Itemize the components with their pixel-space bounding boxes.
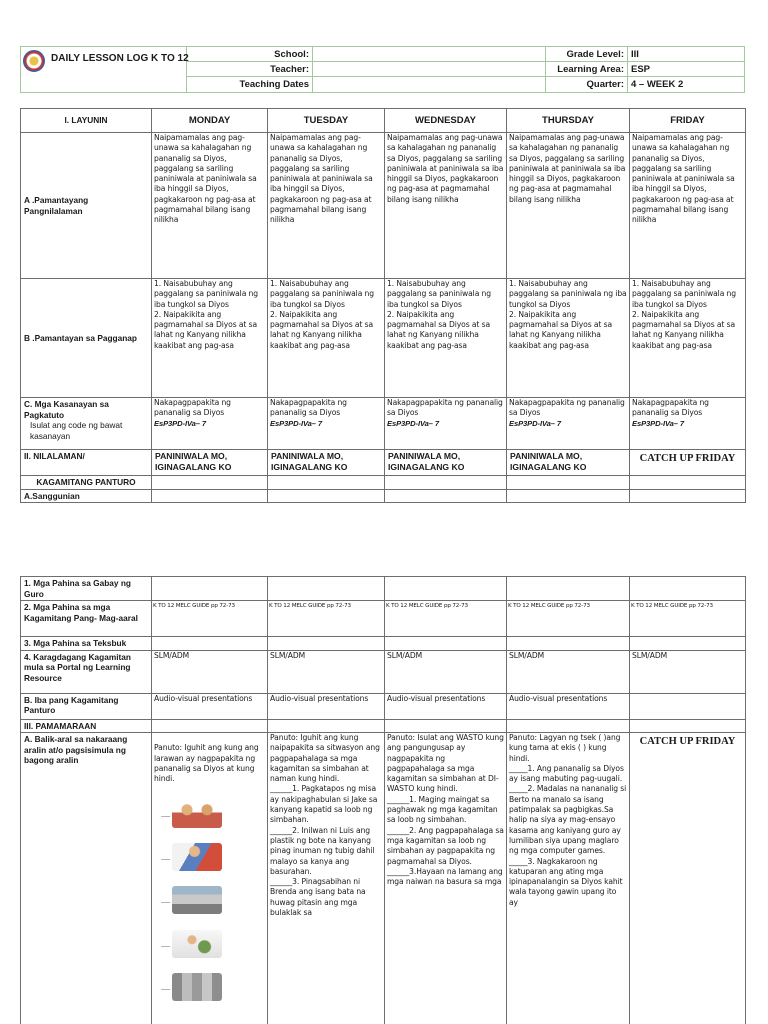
grade-label: Grade Level: bbox=[546, 47, 628, 62]
empty-cell bbox=[268, 489, 385, 503]
school-value bbox=[313, 47, 546, 62]
pamantayang-label: A .Pamantayang Pangnilalaman bbox=[21, 133, 152, 279]
dates-label: Teaching Dates bbox=[187, 77, 313, 92]
pamantayang-wednesday: Naipamamalas ang pag-unawa sa kahalagahan ng pananalig sa Diyos, paggalang sa sariling paniniwala at paniniwala sa iba hinggil sa Diyos, pagkakaroon ng pag-asa at pagmamahal bilang isang nilikha bbox=[385, 133, 507, 279]
kasanayan-code: EsP3PD-IVa– 7 bbox=[154, 418, 207, 428]
answer-blank: ___ bbox=[161, 896, 170, 904]
empty-cell bbox=[268, 577, 385, 601]
slm-wednesday: SLM/ADM bbox=[385, 650, 507, 693]
iba-pang-kagamitan-row bbox=[21, 693, 746, 719]
empty-cell bbox=[385, 577, 507, 601]
pagganap-thursday: 1. Naisabubuhay ang paggalang sa paniniwala ng iba tungkol sa Diyos 2. Naipakikita ang pagmamahal sa Diyos at sa lahat ng Kanyang nilikha kaakibat ang pag-asa bbox=[507, 279, 630, 398]
monday-instructions: Panuto: Iguhit ang kung ang larawan ay nagpapakita ng pananalig sa Diyos at kung hindi. bbox=[154, 743, 259, 784]
sanggunian-label: A.Sanggunian bbox=[21, 489, 152, 503]
layunin-label: I. LAYUNIN bbox=[21, 109, 152, 133]
slm-tuesday: SLM/ADM bbox=[268, 650, 385, 693]
av-wednesday: Audio-visual presentations bbox=[385, 693, 507, 719]
empty-cell bbox=[152, 637, 268, 651]
portal-row bbox=[21, 650, 746, 693]
kagamitan-label: KAGAMITANG PANTURO bbox=[21, 476, 152, 490]
answer-blank: ___ bbox=[161, 939, 170, 947]
day-thursday: THURSDAY bbox=[507, 109, 630, 133]
pamantayang-tuesday: Naipamamalas ang pag-unawa sa kahalagahan ng pananalig sa Diyos, paggalang sa sariling paniniwala at paniniwala sa iba hinggil sa Diyos, pagkakaroon ng pag-asa at pagmamahal bilang isang nilikha bbox=[268, 133, 385, 279]
pagganap-tuesday: 1. Naisabubuhay ang paggalang sa paniniwala ng iba tungkol sa Diyos 2. Naipakikita ang pagmamahal sa Diyos at sa lahat ng Kanyang nilikha kaakibat ang pag-asa bbox=[268, 279, 385, 398]
catch-up-friday-2: CATCH UP FRIDAY bbox=[630, 733, 746, 1024]
picture-item bbox=[154, 885, 265, 915]
empty-cell bbox=[630, 719, 746, 733]
nilalaman-thursday: PANINIWALA MO, IGINAGALANG KO bbox=[507, 450, 630, 476]
church-interior-image bbox=[172, 886, 222, 914]
empty-cell bbox=[268, 476, 385, 490]
melc-friday: K TO 12 MELC GUIDE pp 72-73 bbox=[630, 601, 746, 637]
av-thursday: Audio-visual presentations bbox=[507, 693, 630, 719]
pamantayang-row bbox=[21, 133, 746, 279]
melc-tuesday: K TO 12 MELC GUIDE pp 72-73 bbox=[268, 601, 385, 637]
empty-cell bbox=[152, 577, 268, 601]
picture-item bbox=[154, 929, 265, 959]
children-praying-image bbox=[172, 800, 222, 828]
empty-cell bbox=[152, 489, 268, 503]
resources-table bbox=[20, 576, 746, 1024]
header-info-grid bbox=[187, 47, 744, 92]
kasanayan-code: EsP3PD-IVa– 7 bbox=[509, 418, 562, 428]
iba-label: B. Iba pang Kagamitang Panturo bbox=[21, 693, 152, 719]
kasanayan-text: Nakapagpapakita ng pananalig sa Diyos bbox=[387, 398, 503, 418]
melc-monday: K TO 12 MELC GUIDE pp 72-73 bbox=[152, 601, 268, 637]
slm-friday: SLM/ADM bbox=[630, 650, 746, 693]
pagganap-friday: 1. Naisabubuhay ang paggalang sa paniniwala ng iba tungkol sa Diyos 2. Naipakikita ang pagmamahal sa Diyos at sa lahat ng Kanyang nilikha kaakibat ang pag-asa bbox=[630, 279, 746, 398]
day-friday: FRIDAY bbox=[630, 109, 746, 133]
teksbuk-label: 3. Mga Pahina sa Teksbuk bbox=[21, 637, 152, 651]
slm-thursday: SLM/ADM bbox=[507, 650, 630, 693]
kasanayan-code: EsP3PD-IVa– 7 bbox=[270, 418, 323, 428]
empty-cell bbox=[268, 719, 385, 733]
header-logo-cell bbox=[21, 47, 187, 92]
picture-item bbox=[154, 842, 265, 872]
pamantayang-thursday: Naipamamalas ang pag-unawa sa kahalagahan ng pananalig sa Diyos, paggalang sa sariling paniniwala at paniniwala sa iba hinggil sa Diyos, pagkakaroon ng pag-asa at pagmamahal bilang isang nilikha bbox=[507, 133, 630, 279]
quarter-label: Quarter: bbox=[546, 77, 628, 92]
empty-cell bbox=[385, 719, 507, 733]
empty-cell bbox=[630, 577, 746, 601]
empty-cell bbox=[268, 637, 385, 651]
pamantayang-friday: Naipamamalas ang pag-unawa sa kahalagahan ng pananalig sa Diyos, paggalang sa sariling paniniwala at paniniwala sa iba hinggil sa Diyos, pagkakaroon ng pag-asa at pagmamahal bilang isang nilikha bbox=[630, 133, 746, 279]
pagganap-row bbox=[21, 279, 746, 398]
empty-cell bbox=[630, 637, 746, 651]
balik-aral-tuesday: Panuto: Iguhit ang kung naipapakita sa sitwasyon ang pagpapahalaga sa mga kagamitan sa simbahan at naman kung hindi. ______1. Pagkatapos ng misa ay nakipaghabulan si Jake sa kanyang kapatid sa loob ng simbahan. ______2. Inilwan ni Luis ang plastik ng bote na kanyang pinag inuman ng tubig dahil malayo sa kanya ang basurahan. ______3. Pinagsabihan ni Brenda ang isang bata na huwag pitasin ang mga bulaklak sa bbox=[268, 733, 385, 1024]
pamamaraan-label: III. PAMAMARAAN bbox=[21, 719, 152, 733]
empty-cell bbox=[507, 637, 630, 651]
gabay-label: 1. Mga Pahina sa Gabay ng Guro bbox=[21, 577, 152, 601]
kasanayan-text: Nakapagpapakita ng pananalig sa Diyos bbox=[154, 398, 231, 418]
area-value: ESP bbox=[628, 62, 744, 77]
day-tuesday: TUESDAY bbox=[268, 109, 385, 133]
city-street-image bbox=[172, 973, 222, 1001]
sanggunian-row bbox=[21, 489, 746, 503]
header-title: DAILY LESSON LOG K TO 12 bbox=[51, 53, 189, 64]
slm-monday: SLM/ADM bbox=[152, 650, 268, 693]
kasanayan-thursday bbox=[507, 398, 630, 450]
empty-cell bbox=[507, 489, 630, 503]
kasanayan-tuesday bbox=[268, 398, 385, 450]
empty-cell bbox=[507, 476, 630, 490]
quarter-value: 4 – WEEK 2 bbox=[631, 79, 684, 90]
balik-aral-row bbox=[21, 733, 746, 1024]
kagamitan-row bbox=[21, 476, 746, 490]
kagamitang-pang-mag-aaral-row bbox=[21, 601, 746, 637]
kasanayan-monday bbox=[152, 398, 268, 450]
picture-list bbox=[154, 788, 265, 1015]
empty-cell bbox=[385, 476, 507, 490]
objectives-table bbox=[20, 108, 746, 503]
family-image bbox=[172, 930, 222, 958]
answer-blank: ___ bbox=[161, 809, 170, 817]
portal-label: 4. Karagdagang Kagamitan mula sa Portal ng Learning Resource bbox=[21, 650, 152, 693]
catch-up-friday: CATCH UP FRIDAY bbox=[630, 450, 746, 476]
day-wednesday: WEDNESDAY bbox=[385, 109, 507, 133]
kasanayan-text: Nakapagpapakita ng pananalig sa Diyos bbox=[509, 398, 625, 418]
grade-value: III bbox=[628, 47, 744, 62]
pamantayang-monday: Naipamamalas ang pag-unawa sa kahalagahan ng pananalig sa Diyos, paggalang sa sariling paniniwala at paniniwala sa iba hinggil sa Diyos, pagkakaroon ng pag-asa at pagmamahal bilang isang nilikha bbox=[152, 133, 268, 279]
kasanayan-text: Nakapagpapakita ng pananalig sa Diyos bbox=[270, 398, 347, 418]
deped-seal-icon bbox=[23, 50, 45, 72]
melc-thursday: K TO 12 MELC GUIDE pp 72-73 bbox=[507, 601, 630, 637]
kasanayan-row bbox=[21, 398, 746, 450]
balik-aral-monday bbox=[152, 733, 268, 1024]
nilalaman-row bbox=[21, 450, 746, 476]
av-monday: Audio-visual presentations bbox=[152, 693, 268, 719]
empty-cell bbox=[385, 489, 507, 503]
children-playing-image bbox=[172, 843, 222, 871]
empty-cell bbox=[630, 489, 746, 503]
teksbuk-row bbox=[21, 637, 746, 651]
melc-wednesday: K TO 12 MELC GUIDE pp 72-73 bbox=[385, 601, 507, 637]
pagganap-monday: 1. Naisabubuhay ang paggalang sa paniniwala ng iba tungkol sa Diyos 2. Naipakikita ang pagmamahal sa Diyos at sa lahat ng Kanyang nilikha kaakibat ang pag-asa bbox=[152, 279, 268, 398]
dates-value bbox=[313, 77, 546, 92]
school-label: School: bbox=[187, 47, 313, 62]
kasanayan-code: EsP3PD-IVa– 7 bbox=[632, 418, 685, 428]
teacher-value bbox=[313, 62, 546, 77]
kasanayan-wednesday bbox=[385, 398, 507, 450]
teacher-label: Teacher: bbox=[187, 62, 313, 77]
nilalaman-monday: PANINIWALA MO, IGINAGALANG KO bbox=[152, 450, 268, 476]
kasanayan-friday bbox=[630, 398, 746, 450]
pagganap-wednesday: 1. Naisabubuhay ang paggalang sa paniniwala ng iba tungkol sa Diyos 2. Naipakikita ang pagmamahal sa Diyos at sa lahat ng Kanyang nilikha kaakibat ang pag-asa bbox=[385, 279, 507, 398]
nilalaman-wednesday: PANINIWALA MO, IGINAGALANG KO bbox=[385, 450, 507, 476]
day-monday: MONDAY bbox=[152, 109, 268, 133]
kasanayan-text: Nakapagpapakita ng pananalig sa Diyos bbox=[632, 398, 709, 418]
picture-item bbox=[154, 972, 265, 1002]
answer-blank: ___ bbox=[161, 982, 170, 990]
area-label: Learning Area: bbox=[546, 62, 628, 77]
day-header-row bbox=[21, 109, 746, 133]
empty-cell bbox=[630, 693, 746, 719]
balik-aral-wednesday: Panuto: Isulat ang WASTO kung ang pangungusap ay nagpapakita ng pagpapahalaga sa mga kagamitan sa simbahan at DI-WASTO kung hindi. ______1. Maging maingat sa paghawak ng mga kagamitan sa loob ng simbahan. ______2. Ang pagpapahalaga sa mga kagamitan sa loob ng simbahan ay pagpapakita ng pagmamahal sa Diyos. ______3.Hayaan na lamang ang mga naiwan na basura sa mga bbox=[385, 733, 507, 1024]
kasanayan-code: EsP3PD-IVa– 7 bbox=[387, 418, 440, 428]
pagganap-label: B .Pamantayan sa Pagganap bbox=[21, 279, 152, 398]
lesson-log-header bbox=[20, 46, 745, 93]
empty-cell bbox=[630, 476, 746, 490]
empty-cell bbox=[507, 577, 630, 601]
picture-item bbox=[154, 799, 265, 829]
kasanayan-label: C. Mga Kasanayan sa Pagkatuto bbox=[24, 399, 109, 420]
av-tuesday: Audio-visual presentations bbox=[268, 693, 385, 719]
nilalaman-tuesday: PANINIWALA MO, IGINAGALANG KO bbox=[268, 450, 385, 476]
kasanayan-sublabel: Isulat ang code ng bawat kasanayan bbox=[30, 420, 123, 441]
answer-blank: ___ bbox=[161, 852, 170, 860]
nilalaman-label: II. NILALAMAN/ bbox=[21, 450, 152, 476]
kagamitang-label: 2. Mga Pahina sa mga Kagamitang Pang- Mag-aaral bbox=[21, 601, 152, 637]
empty-cell bbox=[507, 719, 630, 733]
empty-cell bbox=[152, 719, 268, 733]
pamamaraan-row bbox=[21, 719, 746, 733]
empty-cell bbox=[385, 637, 507, 651]
balik-aral-thursday: Panuto: Lagyan ng tsek ( )ang kung tama at ekis ( ) kung hindi. _____1. Ang pananalig sa Diyos ay isang mabuting pag-uugali. _____2. Madalas na nananalig si Berto na manalo sa isang patimpalak sa pagbigkas.Sa halip na siya ay mag-ensayo kasama ang kaniyang guro ay lumiliban siya upang maglaro ng mga computer games. _____3. Nagkakaroon ng katuparan ang ating mga ipinapanalangin sa Diyos kahit wala tayong gawin upang ito ay bbox=[507, 733, 630, 1024]
gabay-row bbox=[21, 577, 746, 601]
kasanayan-label-cell bbox=[21, 398, 152, 450]
balik-aral-label: A. Balik-aral sa nakaraang aralin at/o pagsisimula ng bagong aralin bbox=[21, 733, 152, 1024]
empty-cell bbox=[152, 476, 268, 490]
